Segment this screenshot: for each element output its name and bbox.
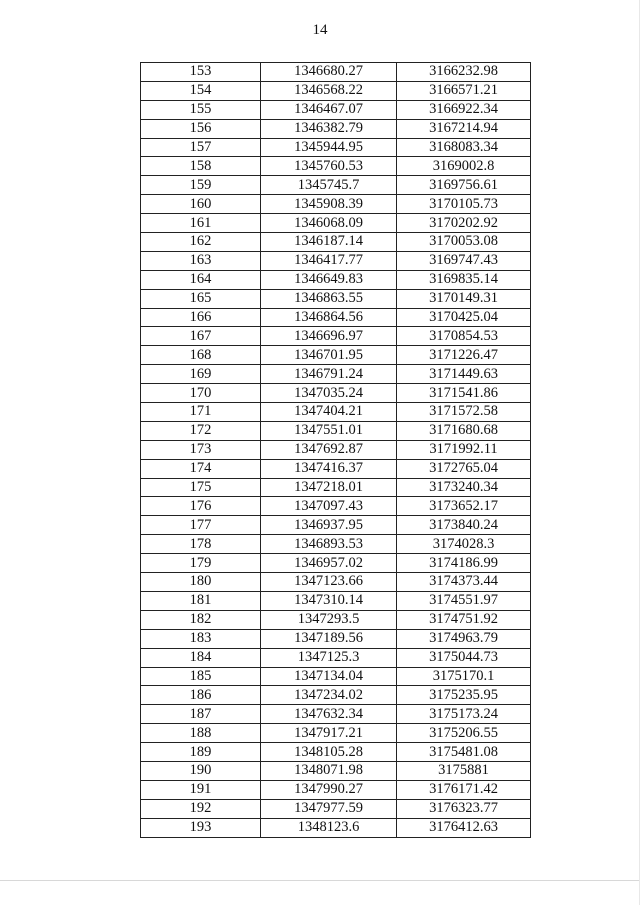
table-row: [141, 195, 531, 214]
point-number-cell: 179: [141, 554, 261, 573]
table-row: [141, 157, 531, 176]
y-coordinate-cell: 3174751.92: [397, 610, 531, 629]
y-coordinate-cell: 3169002.8: [397, 157, 531, 176]
y-coordinate-cell: 3169747.43: [397, 251, 531, 270]
point-number-cell: 192: [141, 799, 261, 818]
x-coordinate-cell: 1346701.95: [261, 346, 397, 365]
point-number-cell: 154: [141, 81, 261, 100]
point-number-cell: 187: [141, 705, 261, 724]
y-coordinate-cell: 3175881: [397, 761, 531, 780]
y-coordinate-cell: 3169756.61: [397, 176, 531, 195]
y-coordinate-cell: 3176323.77: [397, 799, 531, 818]
table-row: [141, 384, 531, 403]
point-number-cell: 185: [141, 667, 261, 686]
table-row: [141, 648, 531, 667]
point-number-cell: 170: [141, 384, 261, 403]
table-row: [141, 591, 531, 610]
table-row: [141, 573, 531, 592]
table-row: [141, 497, 531, 516]
table-row: [141, 743, 531, 762]
point-number-cell: 166: [141, 308, 261, 327]
point-number-cell: 162: [141, 233, 261, 252]
x-coordinate-cell: 1348071.98: [261, 761, 397, 780]
y-coordinate-cell: 3170202.92: [397, 214, 531, 233]
y-coordinate-cell: 3171449.63: [397, 365, 531, 384]
y-coordinate-cell: 3167214.94: [397, 119, 531, 138]
x-coordinate-cell: 1345908.39: [261, 195, 397, 214]
point-number-cell: 157: [141, 138, 261, 157]
x-coordinate-cell: 1346417.77: [261, 251, 397, 270]
table-row: [141, 327, 531, 346]
table-row: [141, 289, 531, 308]
x-coordinate-cell: 1346068.09: [261, 214, 397, 233]
point-number-cell: 182: [141, 610, 261, 629]
x-coordinate-cell: 1345760.53: [261, 157, 397, 176]
table-row: [141, 138, 531, 157]
point-number-cell: 164: [141, 270, 261, 289]
table-row: [141, 176, 531, 195]
x-coordinate-cell: 1345745.7: [261, 176, 397, 195]
point-number-cell: 174: [141, 459, 261, 478]
x-coordinate-cell: 1347293.5: [261, 610, 397, 629]
table-row: [141, 346, 531, 365]
y-coordinate-cell: 3170425.04: [397, 308, 531, 327]
y-coordinate-cell: 3174186.99: [397, 554, 531, 573]
y-coordinate-cell: 3170105.73: [397, 195, 531, 214]
coordinates-table-body: [141, 63, 531, 838]
y-coordinate-cell: 3173652.17: [397, 497, 531, 516]
y-coordinate-cell: 3169835.14: [397, 270, 531, 289]
table-row: [141, 818, 531, 837]
x-coordinate-cell: 1346649.83: [261, 270, 397, 289]
table-row: [141, 214, 531, 233]
y-coordinate-cell: 3170053.08: [397, 233, 531, 252]
y-coordinate-cell: 3170854.53: [397, 327, 531, 346]
point-number-cell: 178: [141, 535, 261, 554]
table-row: [141, 629, 531, 648]
table-row: [141, 251, 531, 270]
point-number-cell: 172: [141, 421, 261, 440]
y-coordinate-cell: 3172765.04: [397, 459, 531, 478]
table-row: [141, 535, 531, 554]
point-number-cell: 181: [141, 591, 261, 610]
point-number-cell: 156: [141, 119, 261, 138]
y-coordinate-cell: 3174551.97: [397, 591, 531, 610]
point-number-cell: 183: [141, 629, 261, 648]
x-coordinate-cell: 1347097.43: [261, 497, 397, 516]
table-row: [141, 233, 531, 252]
x-coordinate-cell: 1347917.21: [261, 724, 397, 743]
x-coordinate-cell: 1347189.56: [261, 629, 397, 648]
y-coordinate-cell: 3175044.73: [397, 648, 531, 667]
table-row: [141, 421, 531, 440]
x-coordinate-cell: 1348123.6: [261, 818, 397, 837]
y-coordinate-cell: 3175173.24: [397, 705, 531, 724]
x-coordinate-cell: 1347692.87: [261, 440, 397, 459]
y-coordinate-cell: 3168083.34: [397, 138, 531, 157]
table-row: [141, 478, 531, 497]
y-coordinate-cell: 3171992.11: [397, 440, 531, 459]
x-coordinate-cell: 1348105.28: [261, 743, 397, 762]
point-number-cell: 186: [141, 686, 261, 705]
y-coordinate-cell: 3175235.95: [397, 686, 531, 705]
table-row: [141, 516, 531, 535]
y-coordinate-cell: 3166922.34: [397, 100, 531, 119]
x-coordinate-cell: 1346791.24: [261, 365, 397, 384]
x-coordinate-cell: 1346382.79: [261, 119, 397, 138]
table-row: [141, 403, 531, 422]
x-coordinate-cell: 1347234.02: [261, 686, 397, 705]
x-coordinate-cell: 1347123.66: [261, 573, 397, 592]
x-coordinate-cell: 1346937.95: [261, 516, 397, 535]
y-coordinate-cell: 3170149.31: [397, 289, 531, 308]
x-coordinate-cell: 1346696.97: [261, 327, 397, 346]
x-coordinate-cell: 1346568.22: [261, 81, 397, 100]
x-coordinate-cell: 1346863.55: [261, 289, 397, 308]
table-row: [141, 705, 531, 724]
y-coordinate-cell: 3173240.34: [397, 478, 531, 497]
point-number-cell: 189: [141, 743, 261, 762]
point-number-cell: 159: [141, 176, 261, 195]
point-number-cell: 161: [141, 214, 261, 233]
x-coordinate-cell: 1346864.56: [261, 308, 397, 327]
y-coordinate-cell: 3176171.42: [397, 780, 531, 799]
x-coordinate-cell: 1346467.07: [261, 100, 397, 119]
x-coordinate-cell: 1346680.27: [261, 63, 397, 82]
y-coordinate-cell: 3176412.63: [397, 818, 531, 837]
table-row: [141, 440, 531, 459]
table-row: [141, 799, 531, 818]
y-coordinate-cell: 3171226.47: [397, 346, 531, 365]
x-coordinate-cell: 1347632.34: [261, 705, 397, 724]
y-coordinate-cell: 3171541.86: [397, 384, 531, 403]
x-coordinate-cell: 1347035.24: [261, 384, 397, 403]
point-number-cell: 193: [141, 818, 261, 837]
point-number-cell: 158: [141, 157, 261, 176]
table-row: [141, 81, 531, 100]
x-coordinate-cell: 1347416.37: [261, 459, 397, 478]
x-coordinate-cell: 1346957.02: [261, 554, 397, 573]
table-row: [141, 119, 531, 138]
point-number-cell: 176: [141, 497, 261, 516]
table-row: [141, 667, 531, 686]
y-coordinate-cell: 3174028.3: [397, 535, 531, 554]
point-number-cell: 173: [141, 440, 261, 459]
table-row: [141, 761, 531, 780]
point-number-cell: 153: [141, 63, 261, 82]
coordinates-table: [140, 62, 531, 838]
x-coordinate-cell: 1347404.21: [261, 403, 397, 422]
table-row: [141, 610, 531, 629]
table-row: [141, 459, 531, 478]
y-coordinate-cell: 3171572.58: [397, 403, 531, 422]
x-coordinate-cell: 1347977.59: [261, 799, 397, 818]
point-number-cell: 169: [141, 365, 261, 384]
x-coordinate-cell: 1347218.01: [261, 478, 397, 497]
point-number-cell: 167: [141, 327, 261, 346]
x-coordinate-cell: 1347134.04: [261, 667, 397, 686]
table-row: [141, 100, 531, 119]
point-number-cell: 175: [141, 478, 261, 497]
y-coordinate-cell: 3174963.79: [397, 629, 531, 648]
x-coordinate-cell: 1347310.14: [261, 591, 397, 610]
x-coordinate-cell: 1347125.3: [261, 648, 397, 667]
y-coordinate-cell: 3175481.08: [397, 743, 531, 762]
table-row: [141, 270, 531, 289]
y-coordinate-cell: 3166571.21: [397, 81, 531, 100]
x-coordinate-cell: 1347551.01: [261, 421, 397, 440]
x-coordinate-cell: 1346187.14: [261, 233, 397, 252]
point-number-cell: 184: [141, 648, 261, 667]
y-coordinate-cell: 3166232.98: [397, 63, 531, 82]
table-row: [141, 686, 531, 705]
point-number-cell: 171: [141, 403, 261, 422]
table-row: [141, 554, 531, 573]
point-number-cell: 168: [141, 346, 261, 365]
y-coordinate-cell: 3171680.68: [397, 421, 531, 440]
x-coordinate-cell: 1347990.27: [261, 780, 397, 799]
table-row: [141, 308, 531, 327]
page-number: 14: [312, 22, 328, 38]
x-coordinate-cell: 1345944.95: [261, 138, 397, 157]
point-number-cell: 163: [141, 251, 261, 270]
table-row: [141, 365, 531, 384]
point-number-cell: 180: [141, 573, 261, 592]
point-number-cell: 177: [141, 516, 261, 535]
point-number-cell: 160: [141, 195, 261, 214]
table-row: [141, 780, 531, 799]
point-number-cell: 155: [141, 100, 261, 119]
y-coordinate-cell: 3174373.44: [397, 573, 531, 592]
point-number-cell: 190: [141, 761, 261, 780]
y-coordinate-cell: 3175170.1: [397, 667, 531, 686]
table-row: [141, 724, 531, 743]
y-coordinate-cell: 3173840.24: [397, 516, 531, 535]
point-number-cell: 188: [141, 724, 261, 743]
y-coordinate-cell: 3175206.55: [397, 724, 531, 743]
table-row: [141, 63, 531, 82]
point-number-cell: 191: [141, 780, 261, 799]
point-number-cell: 165: [141, 289, 261, 308]
footer-divider: [0, 880, 640, 881]
x-coordinate-cell: 1346893.53: [261, 535, 397, 554]
